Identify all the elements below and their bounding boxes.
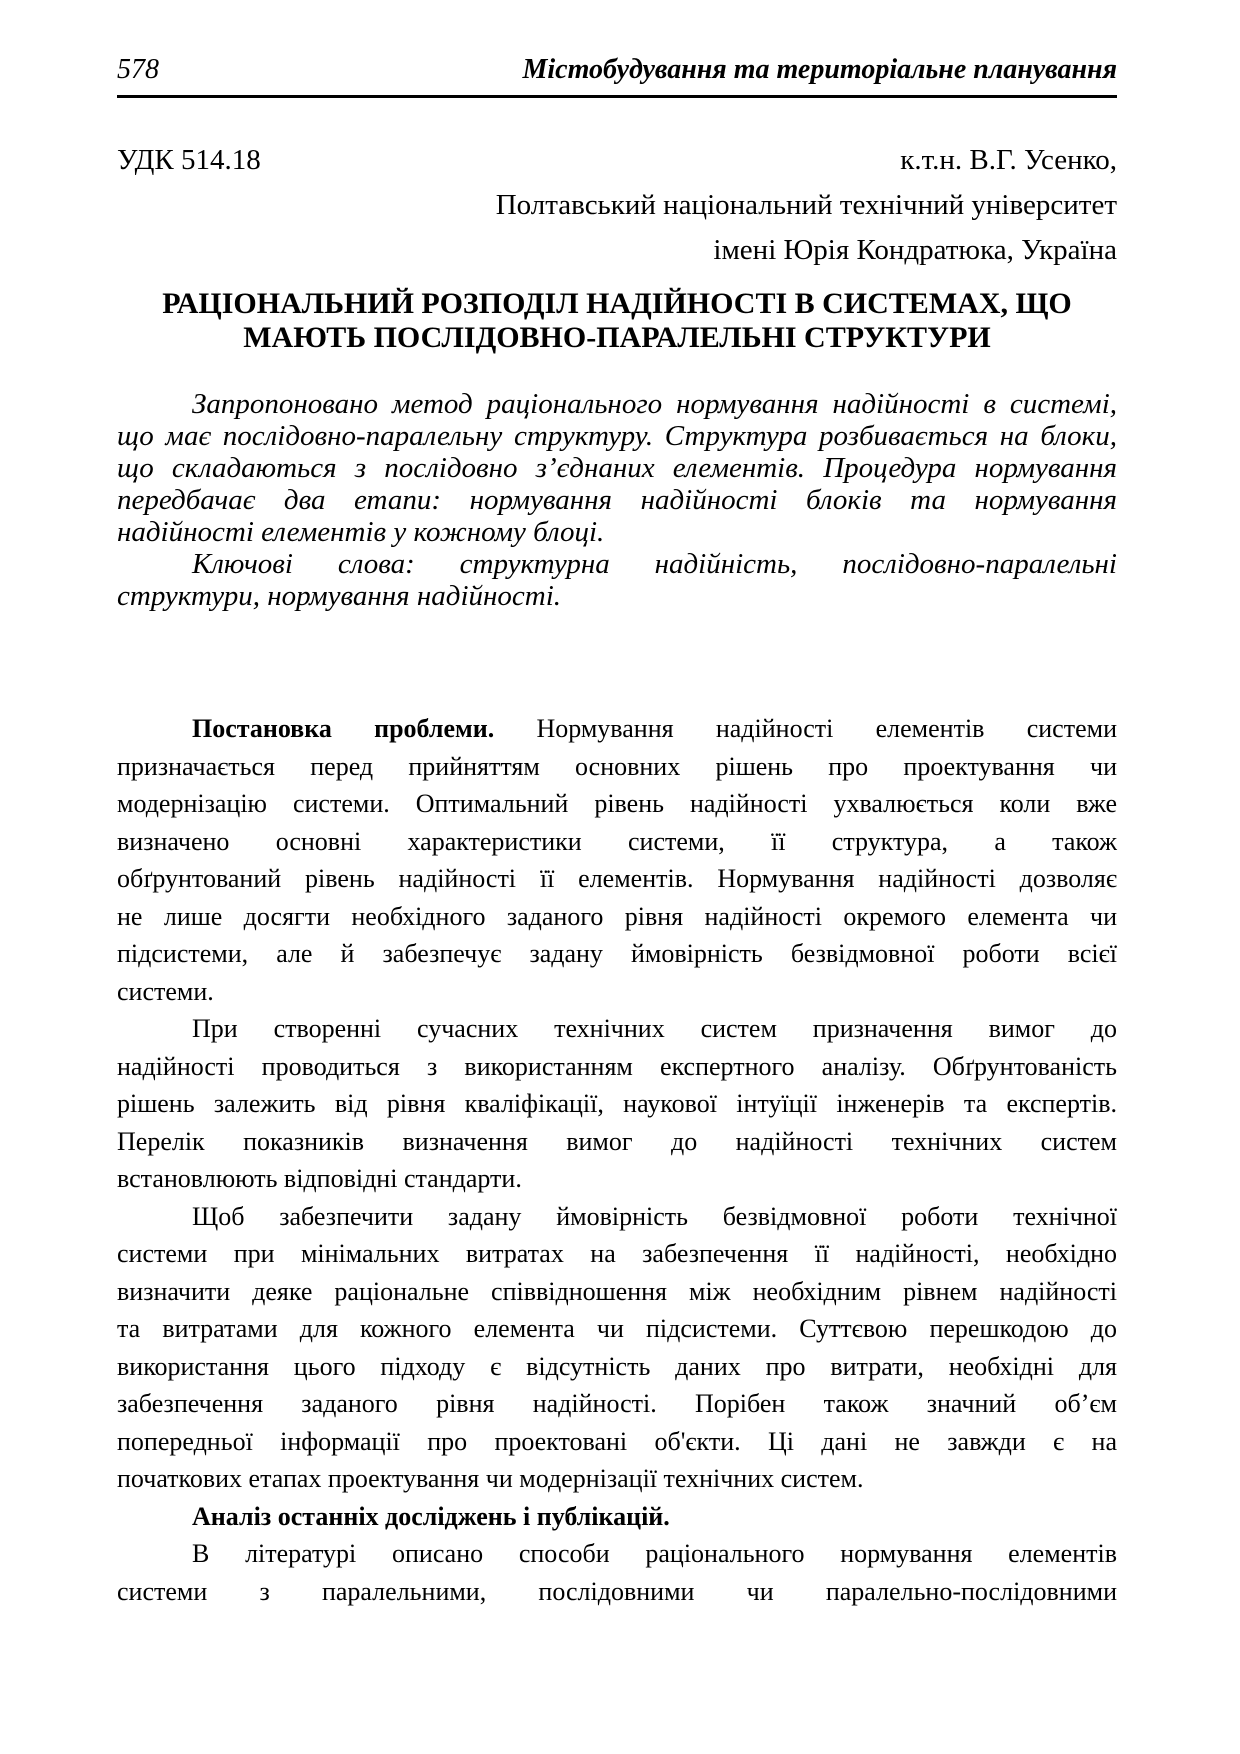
article-title — [117, 287, 1117, 355]
text-line: структури, нормування надійності. — [117, 580, 562, 612]
text-line: призначається перед прийняттям основних рішень про проектування чи — [117, 751, 1117, 781]
text-line: визначити деяке раціональне співвідношення між необхідним рівнем надійності — [117, 1276, 1117, 1306]
text-line: що має послідовно-паралельну структуру. Структура розбивається на блоки, — [117, 420, 1117, 452]
running-header — [117, 54, 1117, 98]
text-line: передбачає два етапи: нормування надійності блоків та нормування — [117, 484, 1117, 516]
article-title-line-1: РАЦІОНАЛЬНИЙ РОЗПОДІЛ НАДІЙНОСТІ В СИСТЕМАХ, ЩО — [162, 287, 1072, 320]
text-line: модернізацію системи. Оптимальний рівень надійності ухвалюється коли вже — [117, 789, 1117, 818]
text-line: рішень залежить від рівня кваліфікації, наукової інтуїції інженерів та експертів. — [117, 1089, 1117, 1118]
text-line — [117, 1498, 1117, 1536]
text-line: підсистеми, але й забезпечує задану ймовірність безвідмовної роботи всієї — [117, 939, 1117, 968]
page-number: 578 — [117, 54, 159, 85]
text-line: Щоб забезпечити задану ймовірність безвідмовної роботи технічної — [192, 1201, 1117, 1231]
article-meta — [117, 138, 1117, 273]
text-line: надійності проводиться з використанням експертного аналізу. Обґрунтованість — [117, 1051, 1117, 1081]
text-line: обґрунтований рівень надійності її елементів. Нормування надійності дозволяє — [117, 864, 1117, 893]
text-line: попередньої інформації про проектовані об'єкти. Ці дані не завжди є на — [117, 1426, 1117, 1456]
text-line: В літературі описано способи раціонального нормування елементів — [192, 1539, 1117, 1568]
article-title-line-2: МАЮТЬ ПОСЛІДОВНО-ПАРАЛЕЛЬНІ СТРУКТУРИ — [243, 321, 991, 354]
text-line: Запропоновано метод раціонального нормування надійності в системі, — [192, 388, 1117, 420]
text-line: не лише досягти необхідного заданого рівня надійності окремого елемента чи — [117, 901, 1117, 931]
text-line: системи. — [117, 976, 214, 1006]
text-line: Постановка проблеми. Нормування надійності елементів системи — [192, 714, 1117, 743]
text-line: визначено основні характеристики системи, її структура, а також — [117, 826, 1117, 856]
text-line: використання цього підходу є відсутність даних про витрати, необхідні для — [117, 1351, 1117, 1381]
text-line: Ключові слова: структурна надійність, послідовно-паралельні — [192, 548, 1117, 580]
udc-code: УДК 514.18 — [117, 144, 261, 176]
text-line: встановлюють відповідні стандарти. — [117, 1164, 522, 1193]
text-line: забезпечення заданого рівня надійності. Порібен також значний об’єм — [117, 1389, 1117, 1418]
article-body — [117, 710, 1117, 1610]
affiliation-line-1: Полтавський національний технічний університет — [495, 189, 1117, 221]
bold-lead: Постановка проблеми. — [192, 714, 495, 743]
journal-title: Містобудування та територіальне планування — [522, 54, 1117, 85]
bold-lead: Аналіз останніх досліджень і публікацій. — [192, 1501, 670, 1531]
text-line: що складаються з послідовно з’єднаних елементів. Процедура нормування — [117, 452, 1117, 484]
affiliation-line-2: імені Юрія Кондратюка, Україна — [713, 234, 1117, 266]
text-line: надійності елементів у кожному блоці. — [117, 516, 605, 548]
abstract — [117, 388, 1117, 612]
author-line: к.т.н. В.Г. Усенко, — [900, 144, 1117, 176]
text-line: При створенні сучасних технічних систем призначення вимог до — [192, 1014, 1117, 1043]
text-line: системи з паралельними, послідовними чи паралельно-послідовними — [117, 1576, 1117, 1606]
text-line: Перелік показників визначення вимог до надійності технічних систем — [117, 1126, 1117, 1156]
text-line: системи при мінімальних витратах на забезпечення її надійності, необхідно — [117, 1239, 1117, 1268]
text-line: та витратами для кожного елемента чи підсистеми. Суттєвою перешкодою до — [117, 1314, 1117, 1343]
text-line: початкових етапах проектування чи модернізації технічних систем. — [117, 1464, 864, 1493]
